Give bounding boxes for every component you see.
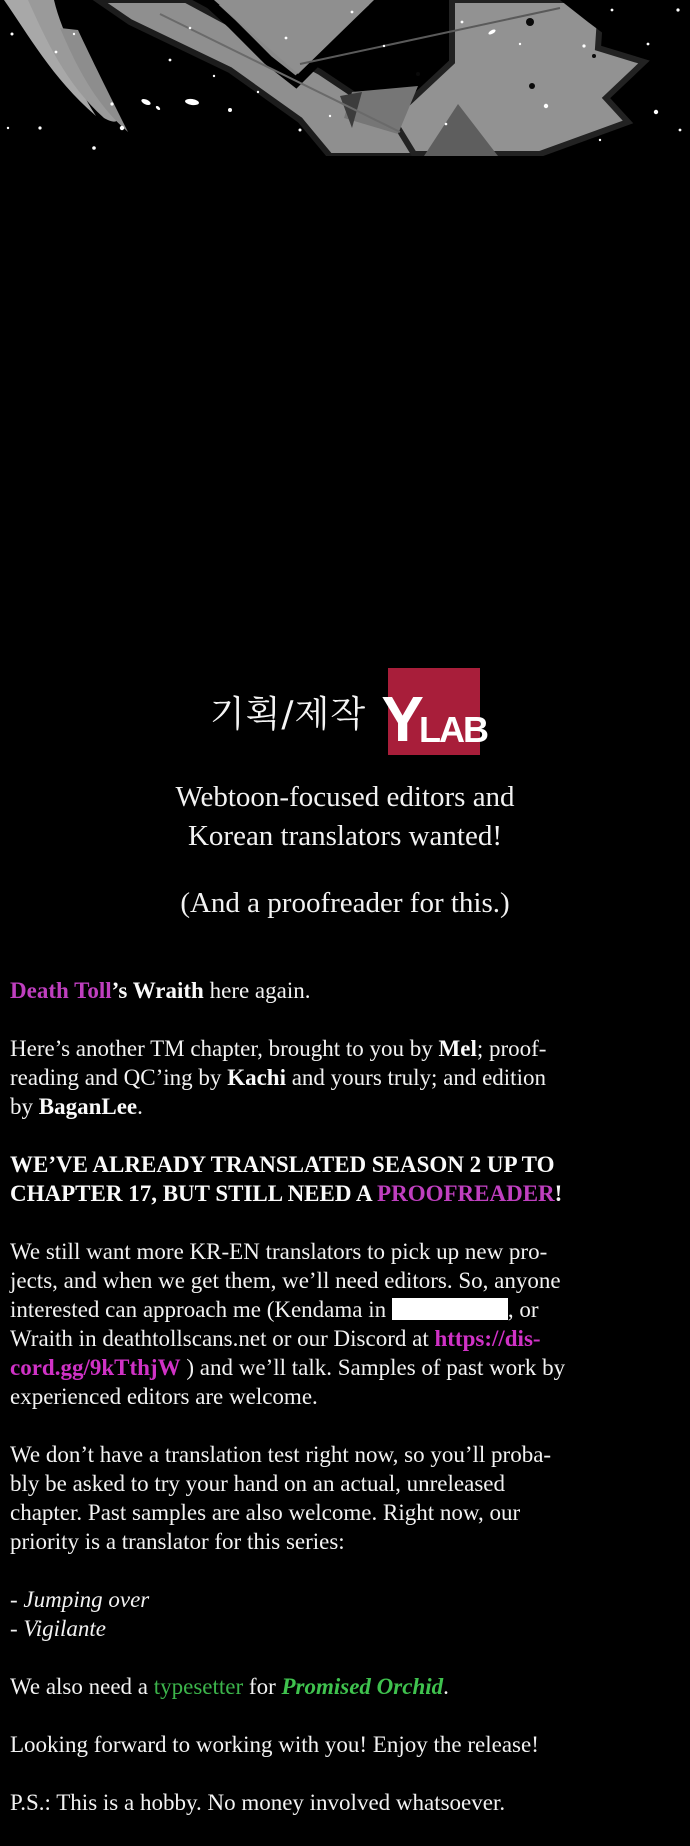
text-line [10,1150,680,1179]
text-segment: PROOFREADER [377,1181,555,1206]
ylab-logo [381,668,487,756]
text-segment: ; proof- [476,1036,547,1061]
text-segment: Looking forward to working with you! Enjoy the release! [10,1732,539,1757]
text-line [10,1266,680,1295]
text-segment: BaganLee [38,1094,138,1119]
paragraph [10,1440,680,1556]
paragraph [10,1034,680,1121]
text-segment: . [137,1094,143,1119]
text-segment: We still want more KR-EN translators to pick up new pro- [10,1239,548,1264]
ylab-logo-lab: LAB [418,708,487,750]
text-line [10,1295,680,1324]
text-line [10,1672,680,1701]
text-line [10,1585,680,1614]
paragraph [10,1730,680,1759]
text-segment: Death Toll [10,978,112,1003]
recruitment-heading [0,778,690,923]
text-line [10,1614,680,1643]
text-segment: by [10,1094,39,1119]
text-line [10,1730,680,1759]
text-segment: , or [507,1297,539,1322]
text-segment: priority is a translator for this series: [10,1529,345,1554]
text-segment: Mel [438,1036,477,1061]
text-line [10,976,680,1005]
text-segment: Wraith [132,978,204,1003]
paragraph [10,1672,680,1701]
paragraph [10,1788,680,1817]
text-segment: - Vigilante [10,1616,107,1641]
heading-line-2: Korean translators wanted! [187,820,503,852]
text-segment: ’s [111,978,133,1003]
text-segment: here again. [203,978,311,1003]
text-segment: for [243,1674,282,1699]
text-segment: We also need a [10,1674,154,1699]
paragraph [10,1237,680,1411]
text-segment: Promised Orchid [281,1674,444,1699]
text-line [10,1469,680,1498]
text-segment: typesetter [153,1674,244,1699]
text-segment: ) and we’ll talk. Samples of past work by [180,1355,566,1380]
text-segment: . [443,1674,449,1699]
text-line [10,1092,680,1121]
text-segment: CHAPTER 17, BUT STILL NEED A [10,1181,378,1206]
text-segment: ! [554,1181,563,1206]
text-segment: reading and QC’ing by [10,1065,228,1090]
paragraph [10,1585,680,1643]
text-segment: and yours truly; and edition [285,1065,546,1090]
text-segment: We don’t have a translation test right now, so you’ll proba- [10,1442,552,1467]
production-credit [0,664,690,758]
text-line [10,1353,680,1382]
text-segment: bly be asked to try your hand on an actual, unreleased [10,1471,505,1496]
text-line [10,1788,680,1817]
redacted-box [392,1298,508,1320]
text-line [10,1324,680,1353]
text-segment: P.S.: This is a hobby. No money involved whatsoever. [10,1790,506,1815]
text-line [10,1179,680,1208]
manga-artwork [0,0,690,156]
ylab-logo-y: Y [381,683,422,756]
text-segment: chapter. Past samples are also welcome. Right now, our [10,1500,521,1525]
heading-subline: (And a proofreader for this.) [180,887,510,919]
paragraph [10,976,680,1005]
text-segment: - Jumping over [10,1587,150,1612]
production-label-korean: 기획/제작 [209,693,367,735]
text-segment: Kachi [227,1065,286,1090]
text-line [10,1527,680,1556]
text-segment: Here’s another TM chapter, brought to you by [10,1036,439,1061]
body-text [0,976,690,1846]
text-line [10,1237,680,1266]
discord-link[interactable]: cord.gg/9kTthjW [10,1355,181,1380]
heading-line-1: Webtoon-focused editors and [175,781,515,813]
text-line [10,1063,680,1092]
text-segment: WE’VE ALREADY TRANSLATED SEASON 2 UP TO [10,1152,555,1177]
text-line [10,1440,680,1469]
discord-link[interactable]: https://dis- [434,1326,541,1351]
text-segment: jects, and when we get them, we’ll need editors. So, anyone [10,1268,561,1293]
text-line [10,1382,680,1411]
text-segment: Wraith in deathtollscans.net or our Discord at [10,1326,435,1351]
text-segment: interested can approach me (Kendama in [10,1297,392,1322]
text-line [10,1498,680,1527]
text-segment: experienced editors are welcome. [10,1384,318,1409]
paragraph [10,1150,680,1208]
text-line [10,1034,680,1063]
